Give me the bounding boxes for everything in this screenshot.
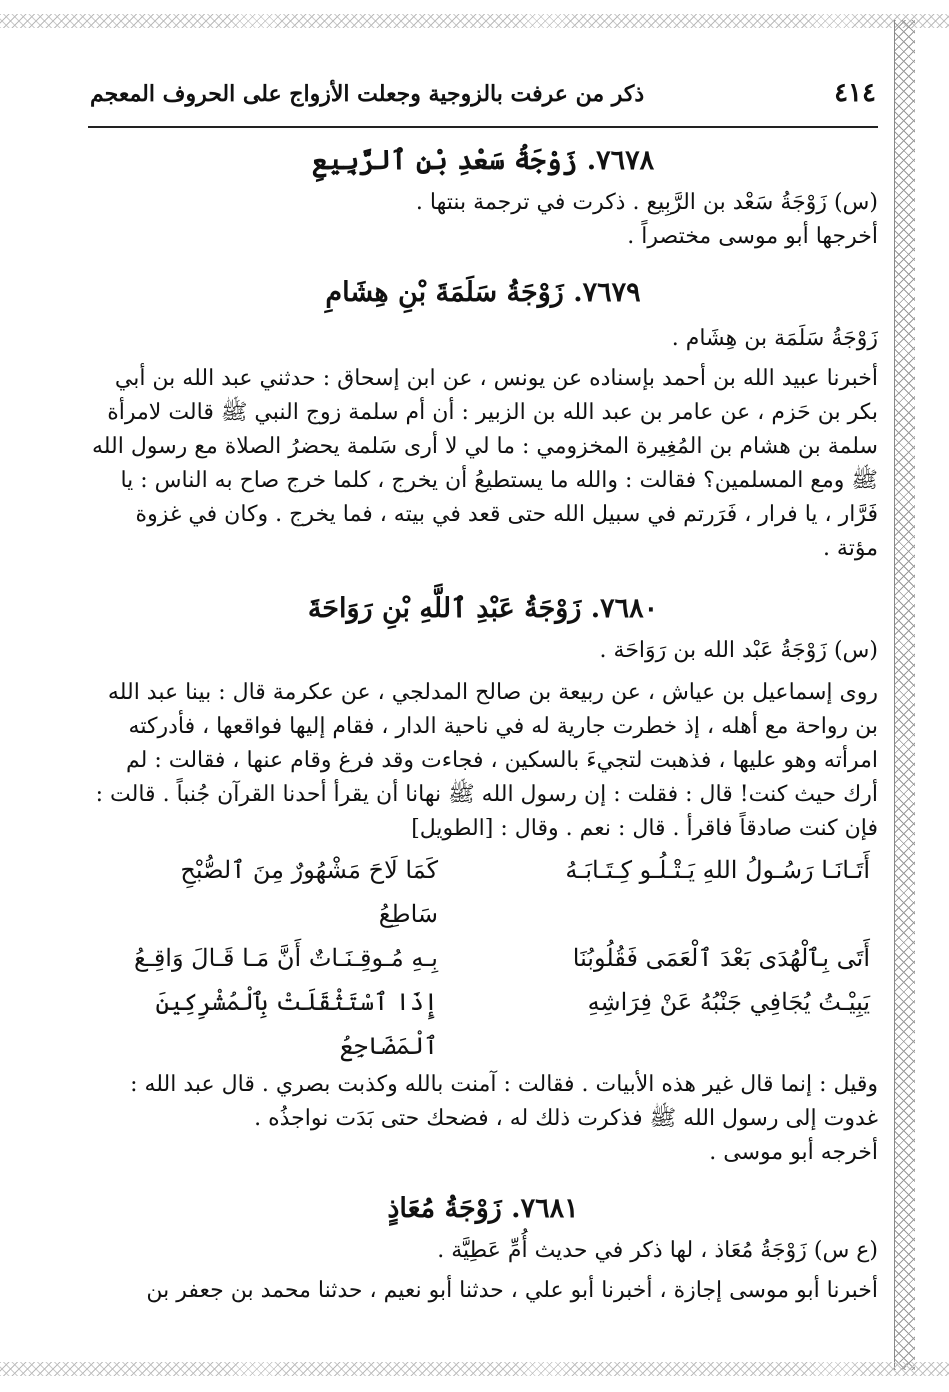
page-border-bottom bbox=[0, 1362, 949, 1376]
entry-paragraph: زَوْجَةُ سَلَمَة بن هِشَام . bbox=[671, 326, 878, 351]
poem-hemistich-second: إِذَا ٱسْتَثْقَلَتْ بِٱلْمُشْرِكِينَ ٱلْمَضَاجِعُ bbox=[155, 988, 438, 1060]
entry-heading: ٧٦٨٠. زَوْجَةُ عَبْدِ ٱللَّهِ بْنِ رَوَاحَةَ bbox=[307, 593, 659, 624]
entry-7681 bbox=[88, 1184, 878, 1308]
poem-hemistich-first: أَتَى بِٱلْهُدَى بَعْدَ ٱلْعَمَى فَقُلُوبُنَا bbox=[572, 944, 870, 972]
entry-paragraph: (ع س) زَوْجَةُ مُعَاذ ، لها ذكر في حديث أُمِّ عَطِيَّة . bbox=[437, 1238, 878, 1263]
poem-line bbox=[88, 980, 878, 1068]
running-title: ذكر من عرفت بالزوجية وجعلت الأزواج على الحروف المعجم bbox=[90, 81, 645, 107]
book-page bbox=[88, 78, 878, 1308]
poem-hemistich-first: أَتَـانَـا رَسُـولُ اللهِ يَـتْـلُـو كِـتَـابَـهُ bbox=[565, 856, 870, 884]
entry-paragraph: (س) زَوْجَةُ سَعْد بن الرَّبِيع . ذكرت في ترجمة بنتها . bbox=[415, 190, 878, 215]
poem-hemistich-first: يَبِيْـتُ يُجَافِي جَنْبُهُ عَنْ فِرَاشِهِ bbox=[587, 988, 870, 1016]
page-number: ٤١٤ bbox=[834, 78, 876, 108]
entry-paragraph: أخرجه أبو موسى . bbox=[709, 1140, 878, 1165]
entry-7680 bbox=[88, 584, 878, 1170]
entry-paragraph: أخبرنا أبو موسى إجازة ، أخبرنا أبو علي ، حدثنا أبو نعيم ، حدثنا محمد بن جعفر بن bbox=[146, 1278, 878, 1303]
poem-hemistich-second: بِـهِ مُـوقِـنَـاتٌ أَنَّ مَـا قَـالَ وَاقِـعُ bbox=[134, 944, 438, 972]
entry-paragraph: أخبرنا عبيد الله بن أحمد بإسناده عن يونس ، عن ابن إسحاق : حدثني عبد الله بن أبي بكر بن حَزم ، عن عامر بن عبد الله بن الزبير : أن أم سلمة زوج النبي ﷺ قالت لامرأة سلمة بن هشام بن المُغِيرة المخزومي : ما لي لا أرى سَلمة يحضرُ الصلاة مع رسول الله ﷺ ومع المسلمين؟ فقالت : والله ما يستطيعُ أن يخرج ، كلما خرج صاح به الناس : يا فَرَّار ، يا فرار ، فَرَرتم في سبيل الله حتى قعد في بيته ، فما يخرج . وكان في غزوة مؤتة . bbox=[91, 366, 878, 561]
entry-paragraph: وقيل : إنما قال غير هذه الأبيات . فقالت : آمنت بالله وكذبت بصري . قال عبد الله : غدوت إلى رسول الله ﷺ فذكرت ذلك له ، فضحك حتى بَدَت نواجذُه . bbox=[130, 1072, 878, 1131]
entry-paragraph: روى إسماعيل بن عياش ، عن ربيعة بن صالح المدلجي ، عن عكرمة قال : بينا عبد الله بن رواحة مع أهله ، إذ خطرت جارية له في ناحية الدار ، فقام إليها فواقعها ، فأدركته امرأته وهو عليها ، فذهبت لتجيءَ بالسكين ، فجاءت وقد فرغ وقام عنها ، فقالت : لم أرك حيث كنت! قال : فقلت : إن رسول الله ﷺ نهانا أن يقرأ أحدنا القرآن جُنباً . قالت : فإن كنت صادقاً فاقرأ . قال : نعم . وقال : [الطويل] bbox=[95, 680, 878, 841]
entry-heading: ٧٦٧٩. زَوْجَةُ سَلَمَةَ بْنِ هِشَامِ bbox=[325, 277, 641, 308]
entry-paragraph: أخرجها أبو موسى مختصراً . bbox=[627, 224, 878, 249]
entry-paragraph: (س) زَوْجَةُ عَبْد الله بن رَوَاحَة . bbox=[599, 638, 878, 663]
poem-line bbox=[88, 848, 878, 936]
entry-heading: ٧٦٧٨. زَوْجَةُ سَعْدِ بْنِ ٱلرَّبِيعِ bbox=[311, 145, 655, 176]
poem-line bbox=[88, 936, 878, 980]
page-border-right bbox=[894, 20, 915, 1370]
poem-hemistich-second: كَمَا لَاحَ مَشْهُورٌ مِنَ ٱلصُّبْحِ سَاطِعُ bbox=[180, 856, 438, 928]
entry-heading: ٧٦٨١. زَوْجَةُ مُعَاذٍ bbox=[387, 1193, 579, 1224]
poem bbox=[88, 848, 878, 1068]
running-header bbox=[88, 78, 878, 128]
entry-7678 bbox=[88, 136, 878, 254]
page-border-top bbox=[0, 14, 949, 28]
entry-7679 bbox=[88, 268, 878, 566]
